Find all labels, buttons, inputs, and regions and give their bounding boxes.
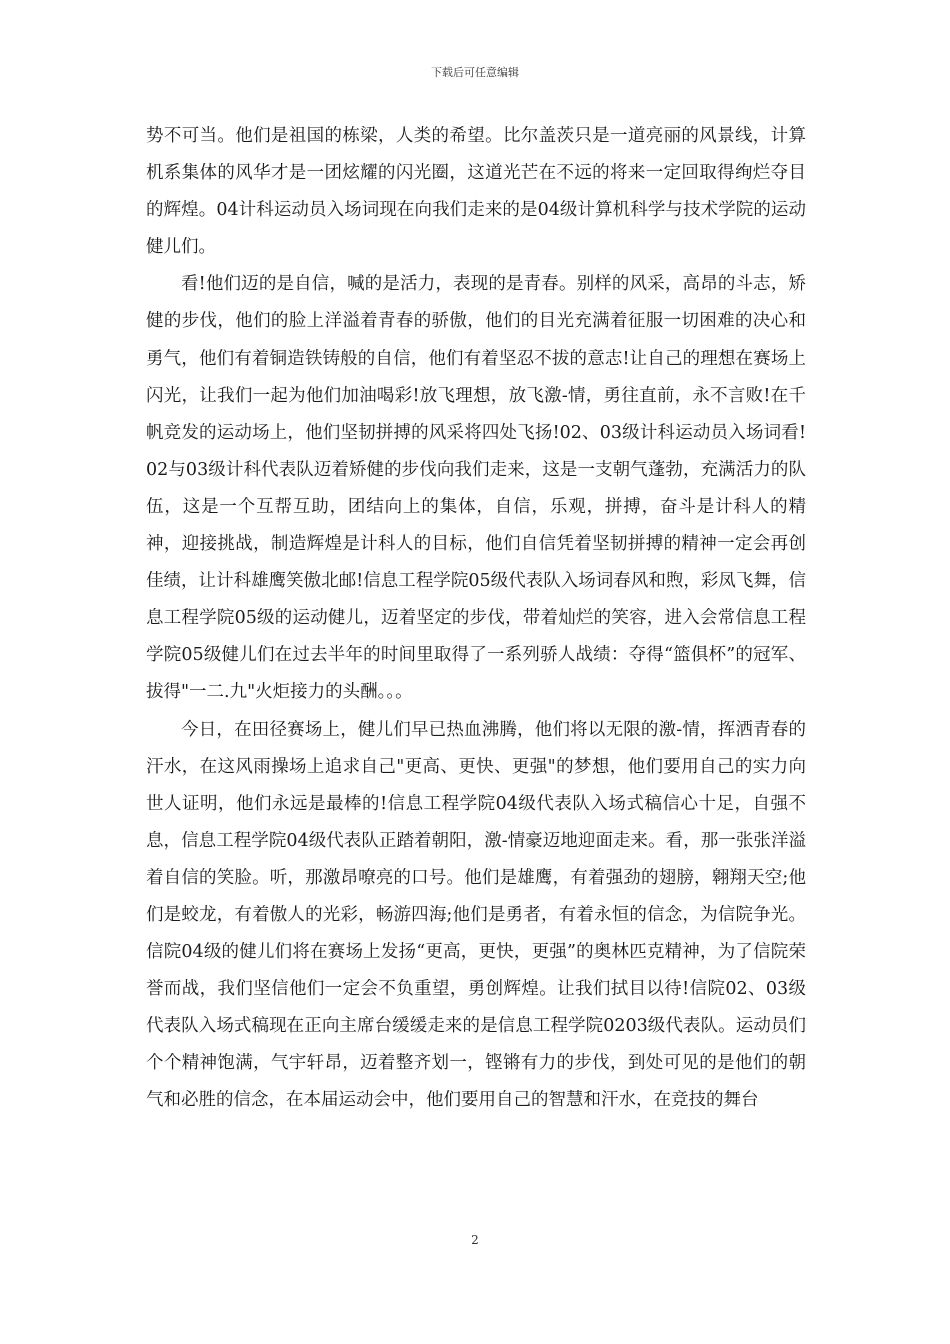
paragraph-3: 今日，在田径赛场上，健儿们早已热血沸腾，他们将以无限的激-情，挥洒青春的汗水，在这风雨操场上追求自己"更高、更快、更强"的梦想，他们要用自己的实力向世人证明，他们永远是最棒的!信息工程学院04级代表队入场式稿信心十足，自强不息，信息工程学院04级代表队正踏着朝阳，激-情豪迈地迎面走来。看，那一张张洋溢着自信的笑脸。听，那激昂嘹亮的口号。他们是雄鹰，有着强劲的翅膀，翱翔天空;他们是蛟龙，有着傲人的光彩，畅游四海;他们是勇者，有着永恒的信念，为信院争光。信院04级的健儿们将在赛场上发扬“更高，更快，更强”的奥林匹克精神，为了信院荣誉而战，我们坚信他们一定会不负重望，勇创辉煌。让我们拭目以待!信院02、03级代表队入场式稿现在正向主席台缓缓走来的是信息工程学院0203级代表队。运动员们个个精神饱满，气宇轩昂，迈着整齐划一，铿锵有力的步伐，到处可见的是他们的朝气和必胜的信念，在本届运动会中，他们要用自己的智慧和汗水，在竞技的舞台 xyxy=(146,719,806,1111)
document-body xyxy=(146,118,806,1120)
page-header: 下载后可任意编辑 xyxy=(431,66,519,79)
page-number: 2 xyxy=(471,1233,479,1247)
paragraph-2: 看!他们迈的是自信，喊的是活力，表现的是青春。别样的风采，高昂的斗志，矫健的步伐，他们的脸上洋溢着青春的骄傲，他们的目光充满着征服一切困难的决心和勇气，他们有着铜造铁铸般的自信，他们有着坚忍不拔的意志!让自己的理想在赛场上闪光，让我们一起为他们加油喝彩!放飞理想，放飞激-情，勇往直前，永不言败!在千帆竞发的运动场上，他们坚韧拼搏的风采将四处飞扬!02、03级计科运动员入场词看!02与03级计科代表队迈着矫健的步伐向我们走来，这是一支朝气蓬勃，充满活力的队伍，这是一个互帮互助，团结向上的集体，自信，乐观，拼搏，奋斗是计科人的精神，迎接挑战，制造辉煌是计科人的目标，他们自信凭着坚韧拼搏的精神一定会再创佳绩，让计科雄鹰笑傲北邮!信息工程学院05级代表队入场词春风和煦，彩凤飞舞，信息工程学院05级的运动健儿，迈着坚定的步伐，带着灿烂的笑容，进入会常信息工程学院05级健儿们在过去半年的时间里取得了一系列骄人战绩：夺得“篮俱杯”的冠军、拔得"一二.九"火炬接力的头酬。。。 xyxy=(146,274,806,703)
paragraph-1: 势不可当。他们是祖国的栋梁，人类的希望。比尔盖茨只是一道亮丽的风景线，计算机系集体的风华才是一团炫耀的闪光圈，这道光芒在不远的将来一定回取得绚烂夺目的辉煌。04计科运动员入场词现在向我们走来的是04级计算机科学与技术学院的运动健儿们。 xyxy=(146,126,806,258)
